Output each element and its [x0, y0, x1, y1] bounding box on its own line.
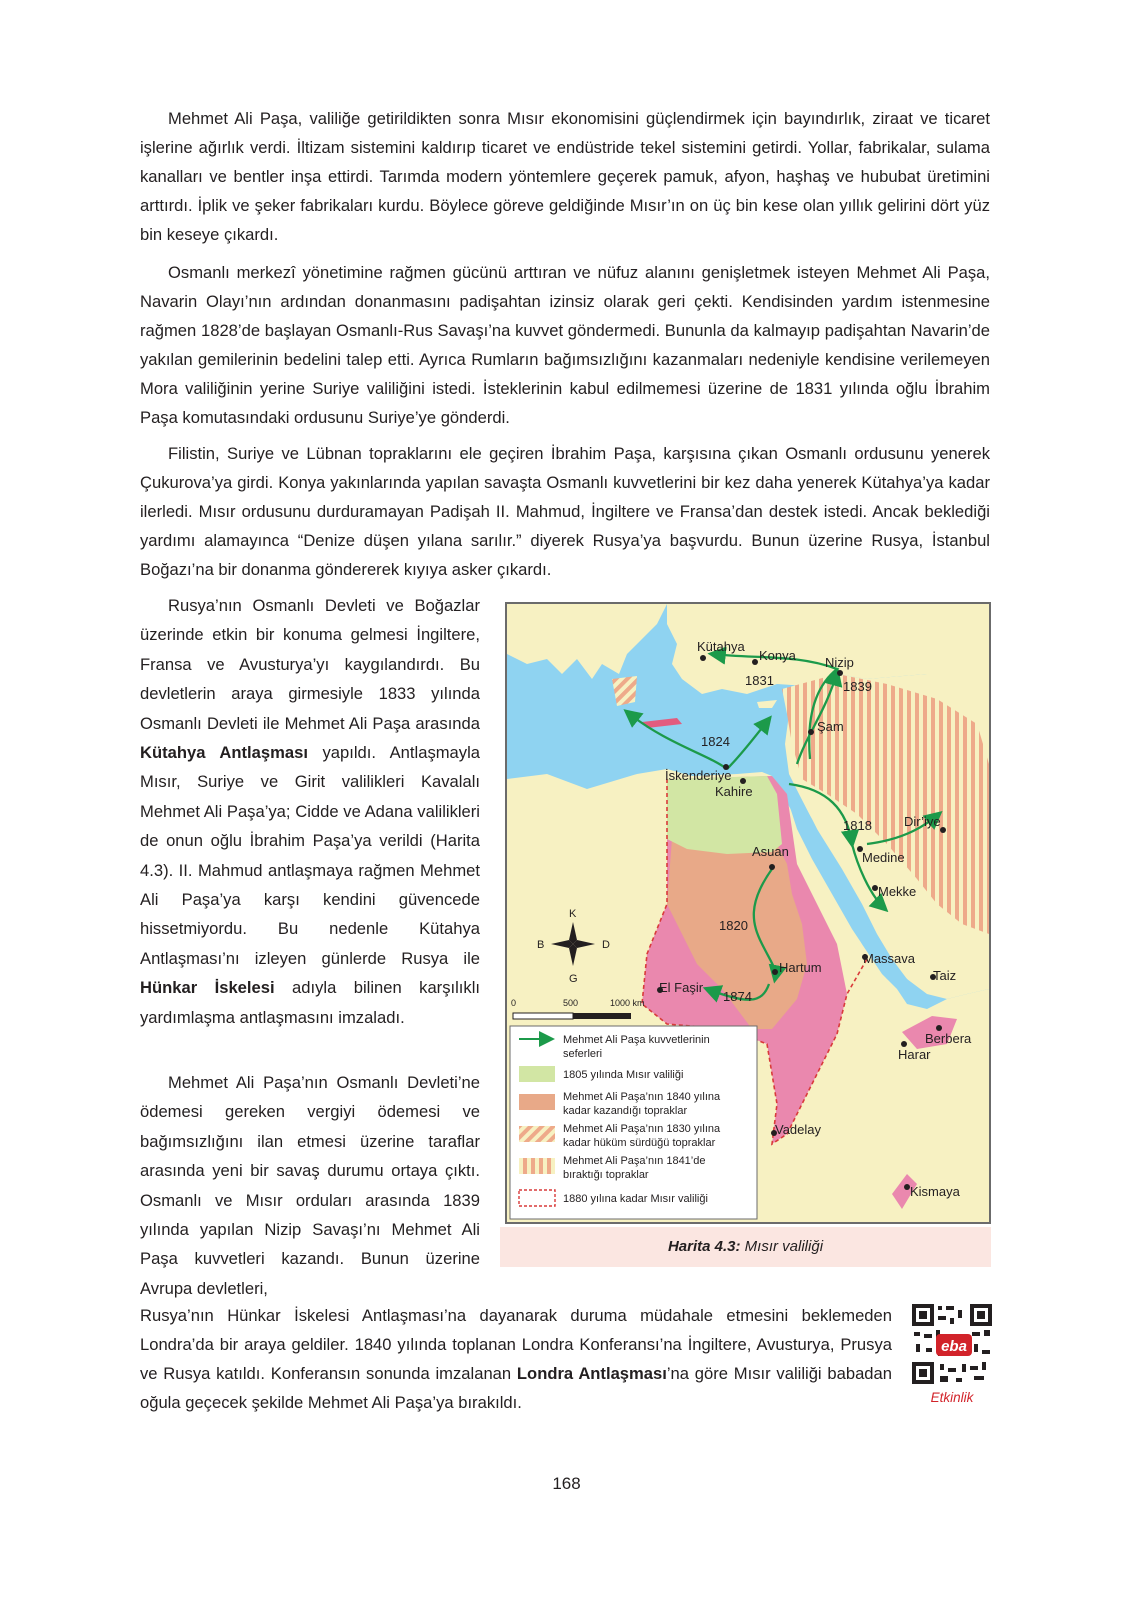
label-sam: Şam	[817, 719, 844, 734]
label-berbera: Berbera	[925, 1031, 972, 1046]
compass-d: D	[602, 939, 610, 951]
legend-1830-2: kadar hüküm sürdüğü topraklar	[563, 1137, 716, 1149]
scale-end: 1000 km	[610, 998, 645, 1008]
scale-mid: 500	[563, 998, 579, 1008]
label-vadelay: Vadelay	[775, 1122, 822, 1137]
scale-zero: 0	[511, 998, 517, 1008]
label-konya: Konya	[759, 648, 796, 663]
text-segment: adıyla bilinen karşılıklı yardımlaşma antlaşmasını imzaladı.	[140, 978, 481, 1027]
label-kutahya: Kütahya	[697, 639, 745, 654]
year-1824: 1824	[701, 734, 730, 749]
term-hunkar-iskelesi: Hünkar İskelesi	[140, 978, 275, 998]
map-legend	[510, 1026, 757, 1219]
qr-label-etkinlik[interactable]: Etkinlik	[930, 1390, 974, 1405]
paragraph-kutahya-treaty	[140, 591, 480, 1032]
term-kutahya-antlasmasi: Kütahya Antlaşması	[140, 743, 308, 763]
label-massava: Massava	[863, 951, 916, 966]
label-el-fasir: El Faşir	[659, 980, 704, 995]
compass-g: G	[569, 973, 578, 985]
dot-asuan	[769, 864, 775, 870]
legend-swatch-1840	[519, 1094, 555, 1110]
label-nizip: Nizip	[825, 655, 854, 670]
dot-sam	[808, 729, 814, 735]
text-segment: ’na göre Mısır valiliği babadan oğula geçecek şekilde Mehmet Ali Paşa’ya bırakıldı.	[140, 1364, 892, 1412]
paragraph-economy: Mehmet Ali Paşa, valiliğe getirildikten sonra Mısır ekonomisini güçlendirmek için bayındırlık, ziraat ve ticaret işlerine ağırlık verdi. İltizam sistemini kaldırıp ticaret ve endüstride tekel sistemini getirdi. Yollar, fabrikalar, sulama kanalları ve bentler inşa ettirdi. Tarımda modern yöntemlere geçerek pamuk, afyon, haşhaş ve hububat üretimini arttırdı. İplik ve şeker fabrikaları kurdu. Böylece göreve geldiğinde Mısır’ın on üç bin kese olan yıllık gelirini dört yüz bin keseye çıkardı.	[140, 109, 990, 244]
paragraph-syria-expedition: Osmanlı merkezî yönetimine rağmen gücünü arttıran ve nüfuz alanını genişletmek isteyen Mehmet Ali Paşa, Navarin Olayı’nın ardından donanmasını padişahtan izinsiz olarak geri çekti. Kendisinden yardım istenmesine rağmen 1828’de başlayan Osmanlı-Rus Savaşı’na kuvvet göndermedi. Bununla da kalmayıp padişahtan Navarin’de yakılan gemilerinin bedelini talep etti. Ayrıca Rumların bağımsızlığını kazanmaları nedeniyle kendisine verilemeyen Mora valiliğinin yerine Suriye valiliğini istedi. İsteklerinin kabul edilmemesi üzerine de 1831 yılında oğlu İbrahim Paşa komutasındaki ordusunu Suriye’ye gönderdi.	[140, 263, 990, 427]
paragraph-london-treaty	[140, 1301, 892, 1417]
text-segment: Rusya’nın Osmanlı Devleti ve Boğazlar üzerinde etkin bir konuma gelmesi İngiltere, Fransa ve Avusturya’yı kaygılandırdı. Bu devletlerin araya girmesiyle 1833 yılında Osmanlı Devleti ile Mehmet Ali Paşa arasında	[140, 596, 480, 733]
paragraph-ibrahim-pasha: Filistin, Suriye ve Lübnan topraklarını ele geçiren İbrahim Paşa, karşısına çıkan Osmanlı ordusunu yenerek Çukurova’ya girdi. Konya yakınlarında yapılan savaşta Osmanlı kuvvetlerini bir kez daha yenerek Kütahya’ya kadar ilerledi. Mısır ordusunu durduramayan Padişah II. Mahmud, İngiltere ve Fransa’dan destek istedi. Ancak beklediği yardımı alamayınca “Denize düşen yılana sarılır.” diyerek Rusya’ya başvurdu. Bunun üzerine Rusya, İstanbul Boğazı’na bir donanma göndererek kıyıya asker çıkardı.	[140, 444, 990, 579]
legend-1841-2: bıraktığı topraklar	[563, 1169, 649, 1181]
label-harar: Harar	[898, 1047, 931, 1062]
paragraph-nizip-war: Mehmet Ali Paşa’nın Osmanlı Devleti’ne ödemesi gereken vergiyi ödemesi ve bağımsızlığını ilan etmesi üzerine taraflar arasında yeni bir savaş durumu ortaya çıktı. Osmanlı ve Mısır orduları arasında 1839 yılında yapılan Nizip Savaşı’nı Mehmet Ali Paşa kuvvetleri kazandı. Bunun üzerine Avrupa devletleri,	[140, 1073, 480, 1298]
caption-text: Mısır valiliği	[740, 1238, 824, 1255]
eba-logo-text: eba	[941, 1338, 967, 1355]
label-diriye: Dir’iye	[904, 814, 941, 829]
legend-1841-1: Mehmet Ali Paşa’nın 1841’de	[563, 1155, 706, 1167]
year-1831: 1831	[745, 673, 774, 688]
label-hartum: Hartum	[779, 960, 822, 975]
map-caption	[500, 1238, 991, 1255]
year-1820: 1820	[719, 918, 748, 933]
dot-hartum	[772, 969, 778, 975]
qr-code[interactable]	[912, 1304, 992, 1384]
year-1874: 1874	[723, 989, 752, 1004]
label-kahire: Kahire	[715, 784, 753, 799]
legend-1830-1: Mehmet Ali Paşa’nın 1830 yılına	[563, 1123, 721, 1135]
legend-1840-2: kadar kazandığı topraklar	[563, 1105, 688, 1117]
label-asuan: Asuan	[752, 844, 789, 859]
map-caption-box	[500, 1227, 991, 1267]
dot-kutahya	[700, 655, 706, 661]
legend-swatch-1841	[519, 1158, 555, 1174]
text-segment: Rusya’nın Hünkar İskelesi Antlaşması’na dayanarak duruma müdahale etmesini beklemeden Londra’da bir araya geldiler. 1840 yılında toplanan Londra Konferansı’na İngiltere, Avusturya, Prusya ve Rusya katıldı. Konferansın sonunda imzalanan	[140, 1306, 892, 1383]
label-iskenderiye: İskenderiye	[665, 768, 732, 783]
dot-konya	[752, 659, 758, 665]
legend-campaigns-1: Mehmet Ali Paşa kuvvetlerinin	[563, 1034, 710, 1046]
label-kismaya: Kismaya	[910, 1184, 960, 1199]
label-medine: Medine	[862, 850, 905, 865]
dot-nizip	[837, 670, 843, 676]
legend-1805: 1805 yılında Mısır valiliği	[563, 1069, 684, 1081]
label-mekke: Mekke	[878, 884, 917, 899]
text-segment: yapıldı. Antlaşmayla Mısır, Suriye ve Girit valilikleri Kavalalı Mehmet Ali Paşa’ya; Cidde ve Adana valilikleri de onun oğlu İbrahim Paşa’ya verildi (Harita 4.3). II. Mahmud antlaşmaya rağmen Mehmet Ali Paşa’ya karşı kendini güvencede hissetmiyordu. Bu nedenle Kütahya Antlaşması’nı izleyen günlerde Rusya ile	[140, 743, 480, 968]
legend-1840-1: Mehmet Ali Paşa’nın 1840 yılına	[563, 1091, 721, 1103]
legend-campaigns-2: seferleri	[563, 1048, 603, 1060]
dot-diriye	[940, 827, 946, 833]
year-1839: 1839	[843, 679, 872, 694]
label-taiz: Taiz	[933, 968, 957, 983]
year-1818: 1818	[843, 818, 872, 833]
legend-1880: 1880 yılına kadar Mısır valiliği	[563, 1193, 708, 1205]
page-number: 168	[552, 1474, 581, 1493]
compass-k: K	[569, 908, 577, 920]
legend-swatch-1805	[519, 1066, 555, 1082]
caption-label: Harita 4.3:	[667, 1238, 741, 1255]
term-londra-antlasmasi: Londra Antlaşması	[516, 1364, 667, 1383]
compass-b: B	[537, 939, 545, 951]
legend-swatch-1830	[519, 1126, 555, 1142]
map-misir-valiligi	[505, 602, 991, 1224]
